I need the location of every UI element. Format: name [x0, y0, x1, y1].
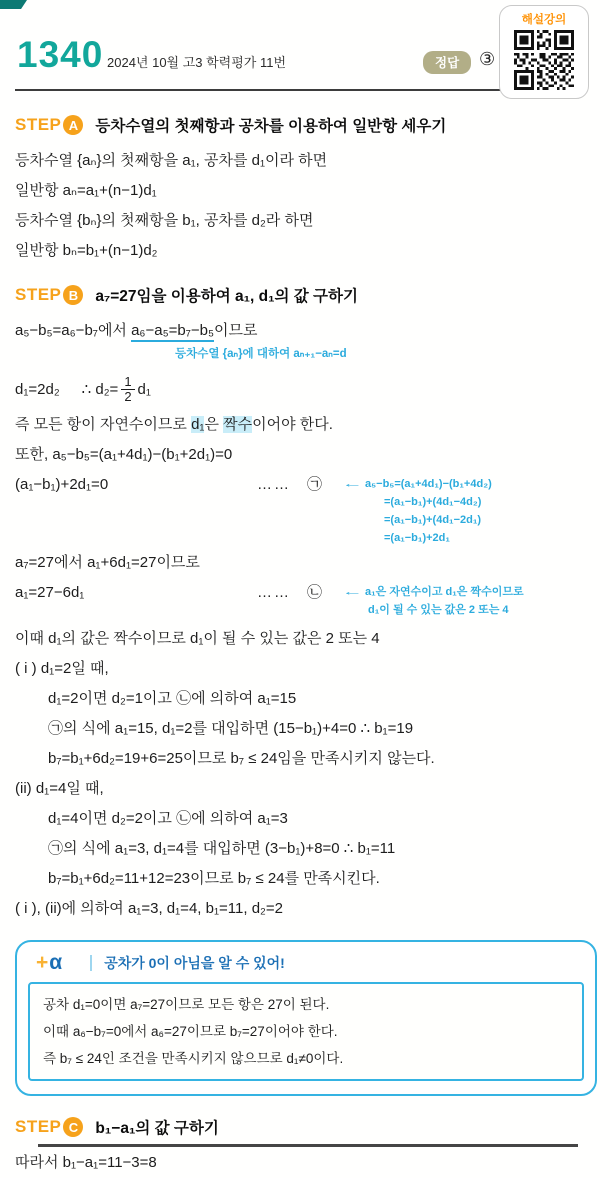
- header-divider: [15, 89, 502, 91]
- line3-highlight-d1: d₁: [191, 416, 205, 433]
- line3-text: 은: [204, 416, 224, 433]
- case1-head: ( i ) d₁=2일 때,: [15, 660, 109, 677]
- step-b-badge: B: [63, 285, 83, 305]
- problem-source: 2024년 10월 고3 학력평가 11번: [107, 55, 287, 70]
- step-b-line2: [15, 368, 597, 410]
- annotation-line: =(a₁−b₁)+(4d₁−4d₂): [384, 496, 482, 508]
- equation-row-nn: [15, 578, 597, 616]
- step-word: STEP: [15, 285, 62, 304]
- plus-alpha-callout: [15, 940, 597, 1096]
- line1-pre: a₅−b₅=a₆−b₇에서: [15, 322, 132, 339]
- answer-badge: 정답: [423, 51, 471, 74]
- equation-gn: (a₁−b₁)+2d₁=0: [15, 476, 109, 493]
- annotation-line: a₁은 자연수이고 d₁은 짝수이므로: [365, 586, 524, 598]
- plus-alpha-line: 즉 b₇ ≤ 24인 조건을 만족시키지 않으므로 d₁≠0이다.: [43, 1051, 344, 1066]
- left-arrow-icon: ←: [342, 478, 363, 490]
- problem-number: 1340: [17, 34, 104, 75]
- step-b-line1: [15, 316, 597, 346]
- step-a-line: 등차수열 {aₙ}의 첫째항을 a₁, 공차를 d₁이라 하면: [15, 152, 328, 169]
- fraction: [121, 375, 134, 404]
- fraction-numerator: 1: [121, 375, 134, 390]
- step-a-line: 일반항 bₙ=b₁+(n−1)d₂: [15, 242, 158, 259]
- plus-alpha-title: 공차가 0이 아님을 알 수 있어!: [104, 955, 285, 971]
- step-c-badge: C: [63, 1117, 83, 1137]
- line1-post: 이므로: [214, 322, 258, 339]
- step-b-conclusion: ( i ), (ii)에 의하여 a₁=3, d₁=4, b₁=11, d₂=2: [15, 900, 283, 917]
- case2-line: ㉠의 식에 a₁=3, d₁=4를 대입하면 (3−b₁)+8=0 ∴ b₁=11: [48, 840, 396, 857]
- line2-mid: ∴ d₂=: [81, 381, 119, 398]
- step-a-header: [15, 114, 597, 136]
- case1-line: d₁=2이면 d₂=1이고 ㉡에 의하여 a₁=15: [48, 690, 297, 707]
- ellipsis-dots: ……: [257, 476, 291, 493]
- step-c-line: 따라서 b₁−a₁=11−3=8: [15, 1154, 157, 1171]
- step-word: STEP: [15, 1117, 62, 1136]
- annotation-d1-values: [342, 583, 607, 619]
- step-a-title: 등차수열의 첫째항과 공차를 이용하여 일반항 세우기: [95, 118, 447, 135]
- answer-value: ③: [479, 49, 496, 69]
- annotation-expansion: [342, 475, 607, 547]
- case2-head: (ii) d₁=4일 때,: [15, 780, 104, 797]
- circled-marker-n: ㉡: [307, 584, 323, 601]
- case1-line: b₇=b₁+6d₂=19+6=25이므로 b₇ ≤ 24임을 만족시키지 않는다.: [48, 750, 435, 767]
- plus-alpha-header: [28, 950, 584, 982]
- sequence-difference-note: 등차수열 {aₙ}에 대하여 aₙ₊₁−aₙ=d: [175, 348, 347, 360]
- step-b-line6: a₇=27에서 a₁+6d₁=27이므로: [15, 554, 200, 571]
- left-arrow-icon: ←: [342, 586, 363, 598]
- ellipsis-dots: ……: [257, 584, 291, 601]
- plus-alpha-line: 이때 a₆−b₇=0에서 a₆=27이므로 b₇=27이어야 한다.: [43, 1024, 338, 1039]
- step-b-line3: [15, 410, 597, 440]
- case2-line: d₁=4이면 d₂=2이고 ㉡에 의하여 a₁=3: [48, 810, 288, 827]
- line2-pre: d₁=2d₂: [15, 380, 60, 398]
- annotation-line: d₁이 될 수 있는 값은 2 또는 4: [368, 604, 509, 616]
- alpha-icon: α: [49, 951, 63, 974]
- qr-caption: 해설강의: [521, 14, 567, 26]
- line3-text: 이어야 한다.: [252, 416, 333, 433]
- plus-icon: +: [36, 951, 49, 974]
- line3-text: 즉 모든 항이 자연수이므로: [15, 416, 192, 433]
- step-b-line4: 또한, a₅−b₅=(a₁+4d₁)−(b₁+2d₁)=0: [15, 446, 233, 463]
- case2-line: b₇=b₁+6d₂=11+12=23이므로 b₇ ≤ 24를 만족시킨다.: [48, 870, 380, 887]
- page-corner-mark: [0, 0, 27, 9]
- equation-nn: a₁=27−6d₁: [15, 584, 85, 601]
- step-a-line: 등차수열 {bₙ}의 첫째항을 b₁, 공차를 d₂라 하면: [15, 212, 314, 229]
- line2-post: d₁: [137, 380, 151, 398]
- step-b-line8: 이때 d₁의 값은 짝수이므로 d₁이 될 수 있는 값은 2 또는 4: [15, 630, 380, 647]
- fraction-denominator: 2: [124, 388, 132, 404]
- annotation-line: a₅−b₅=(a₁+4d₁)−(b₁+4d₂): [365, 478, 492, 490]
- vertical-divider: [90, 955, 92, 971]
- annotation-line: =(a₁−b₁)+(4d₁−2d₁): [384, 514, 482, 526]
- bottom-divider: [38, 1144, 578, 1147]
- step-a-line: 일반항 aₙ=a₁+(n−1)d₁: [15, 182, 157, 199]
- line3-highlight-even: 짝수: [223, 416, 253, 433]
- step-b-title: a₇=27임을 이용하여 a₁, d₁의 값 구하기: [95, 288, 358, 305]
- step-word: STEP: [15, 115, 62, 134]
- qr-code-icon: [514, 30, 574, 90]
- line1-underlined: a₆−a₅=b₇−b₅: [131, 322, 214, 342]
- annotation-line: =(a₁−b₁)+2d₁: [384, 532, 450, 544]
- step-c-header: [15, 1116, 597, 1138]
- plus-alpha-body: [28, 982, 584, 1081]
- step-a-badge: A: [63, 115, 83, 135]
- lecture-qr-box: [499, 5, 589, 99]
- equation-row-gn: [15, 470, 597, 544]
- circled-marker-g: ㉠: [307, 476, 323, 493]
- case1-line: ㉠의 식에 a₁=15, d₁=2를 대입하면 (15−b₁)+4=0 ∴ b₁=19: [48, 720, 414, 737]
- step-b-header: [15, 284, 597, 306]
- plus-alpha-line: 공차 d₁=0이면 a₇=27이므로 모든 항은 27이 된다.: [43, 997, 330, 1012]
- solution-content: [15, 100, 597, 1178]
- step-c-title: b₁−a₁의 값 구하기: [95, 1120, 219, 1137]
